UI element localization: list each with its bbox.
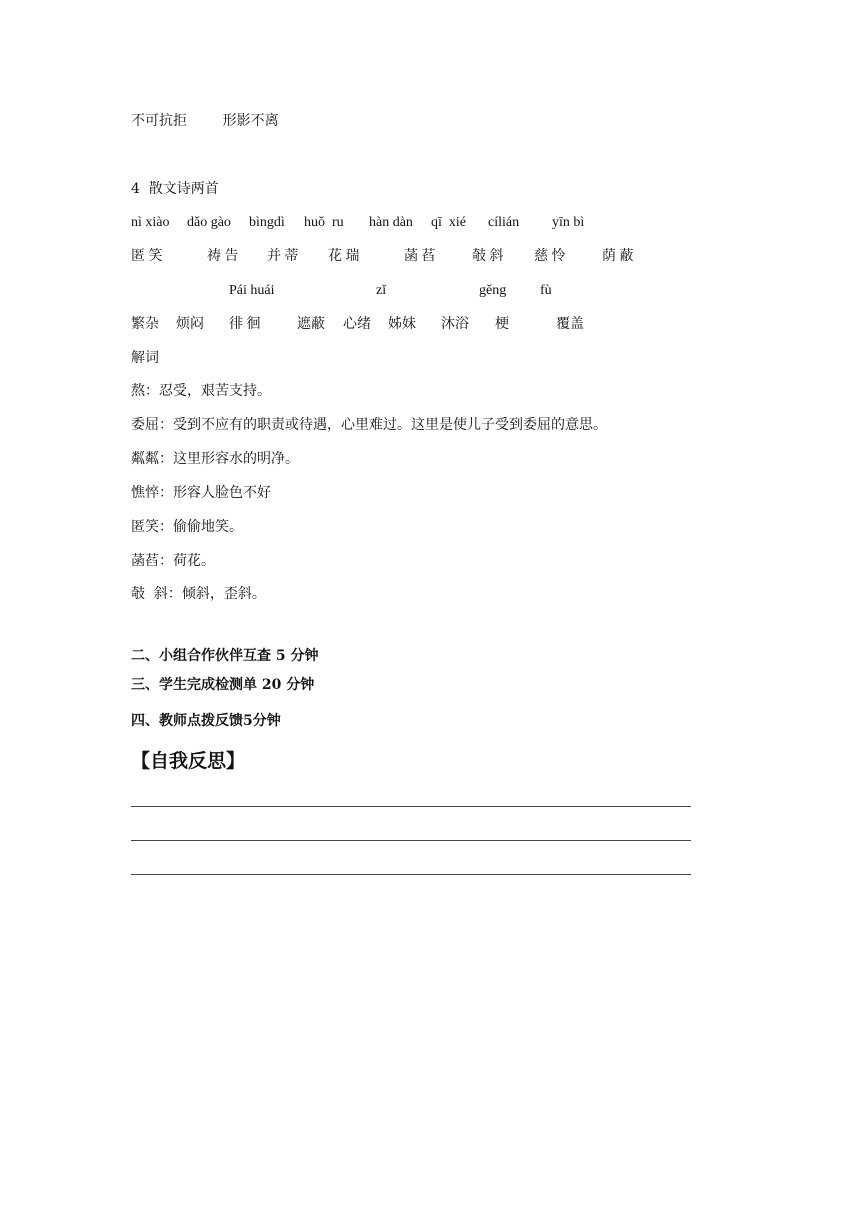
- pinyin: nì xiào: [131, 215, 170, 230]
- word: 遮蔽: [297, 317, 325, 332]
- pinyin: yīn bì: [552, 215, 585, 230]
- writing-line: [131, 806, 691, 807]
- word: 繁杂: [131, 317, 159, 332]
- writing-line: [131, 874, 691, 875]
- glossary-entry: 菡萏：荷花。: [131, 553, 215, 569]
- word: 花 瑞: [328, 249, 360, 264]
- idioms-line: 不可抗拒 形影不离: [131, 113, 279, 129]
- word: 并 蒂: [267, 249, 299, 264]
- glossary-entry: 匿笑：偷偷地笑。: [131, 519, 243, 535]
- pinyin: huǒ ru: [304, 215, 344, 230]
- word: 徘 徊: [229, 317, 261, 332]
- word: 匿 笑: [131, 249, 163, 264]
- pinyin: Pái huái: [229, 283, 275, 298]
- glossary-entry: 熬：忍受，艰苦支持。: [131, 383, 271, 399]
- reflection-title: 【自我反思】: [131, 750, 246, 772]
- word: 沐浴: [441, 317, 469, 332]
- pinyin: cílián: [488, 215, 520, 230]
- word: 烦闷: [176, 317, 204, 332]
- pinyin: dǎo gào: [187, 215, 231, 230]
- word: 荫 蔽: [602, 249, 634, 264]
- step-2: 二、小组合作伙伴互查 5 分钟: [131, 648, 319, 664]
- pinyin: bìngdì: [249, 215, 285, 230]
- word: 姊妹: [388, 317, 416, 332]
- glossary-entry: 攲 斜：倾斜，歪斜。: [131, 586, 266, 602]
- pinyin: fù: [540, 283, 552, 298]
- glossary-title: 解词: [131, 350, 159, 366]
- word: 菡 萏: [404, 249, 436, 264]
- word: 覆盖: [556, 317, 584, 332]
- word: 梗: [495, 317, 509, 332]
- pinyin: gěng: [479, 283, 507, 298]
- section-title: 4 散文诗两首: [131, 181, 219, 197]
- word: 攲 斜: [472, 249, 504, 264]
- pinyin: zǐ: [376, 283, 387, 298]
- pinyin: hàn dàn: [369, 215, 413, 230]
- glossary-entry: 委屈：受到不应有的职责或待遇，心里难过。这里是使儿子受到委屈的意思。: [131, 417, 607, 433]
- pinyin: qī xié: [431, 215, 466, 230]
- glossary-entry: 憔悴：形容人脸色不好: [131, 485, 271, 501]
- step-3: 三、学生完成检测单 20 分钟: [131, 677, 315, 693]
- word: 慈 怜: [534, 249, 566, 264]
- writing-line: [131, 840, 691, 841]
- step-4: 四、教师点拨反馈5分钟: [131, 713, 281, 729]
- glossary-entry: 粼粼：这里形容水的明净。: [131, 451, 299, 467]
- word: 心绪: [343, 317, 371, 332]
- word: 祷 告: [207, 249, 239, 264]
